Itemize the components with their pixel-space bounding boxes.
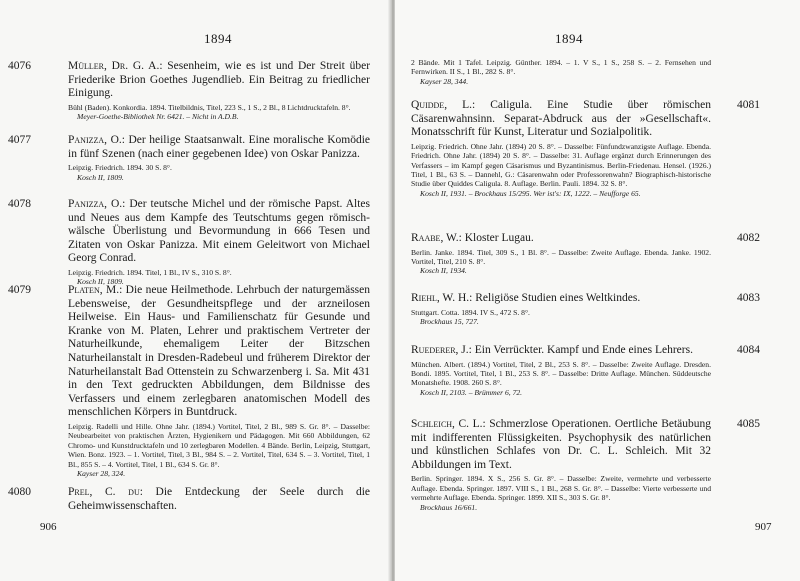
entry-number: 4084 (737, 344, 760, 356)
page-year: 1894 (555, 31, 583, 46)
entry-bibliography: Bühl (Baden). Konkordia. 1894. Titelbildnis, Titel, 223 S., 1 S., 2 Bl., 8 Lichtdrucktafeln. 8°. (68, 102, 351, 112)
entry-reference: Brockhaus 16/661. (420, 502, 478, 512)
entry-4084 (411, 344, 760, 397)
page-year: 1894 (204, 31, 232, 46)
entry-bibliography: Leipzig. Friedrich. Ohne Jahr. (1894) 20 S. 8°. – Dasselbe: Fünfundzwanzigste Auflage. Ebenda. Friedrich. Ohne Jahr. (1894) 20 S. 8°. – Dasselbe: 31. Auflage ergänzt durch Erinnerungen des Verfassers – im Kampf gegen Cäsarismus und Byzantinismus. Berlin-Friedenau. Hensel. (1926.) Titel, 1 Bl., 63 S. – Dannehl, G.: Cäsarenwahn oder Professorenwahn? Biographisch-historische Studie über Quiddes Caligula. 8. Auflage. Berlin. Pauli. 1894. 32 S. 8°. (411, 141, 711, 189)
entry-author: Raabe, W.: (411, 232, 462, 244)
entry-4083 (411, 292, 760, 326)
entry-number: 4080 (8, 486, 31, 498)
entry-title-text: Die neue Heilmethode. Lehrbuch der naturgemässen Lebensweise, der Gesundheitspflege und der arzneilosen Heilweise. Ein Haus- und Familienschatz für Gesunde und Kranke von M. Platen, Lehrer und praktischem Vertreter der Naturheilkunde, ehemaligem Leiter der Bitzschen Naturheilanstalt in Dresden-Radebeul und früherem Direktor der Naturheilanstalt Bad Ottenstein zu Schwarzenberg i. Sa. Mit 431 in den Text gedruckten Abbildungen, dem Bildnisse des Verfassers und einem zerlegbaren anatomischen Modell des menschlichen Körpers in Buntdruck. (68, 284, 370, 419)
entry-title (68, 198, 370, 266)
entry-title (411, 292, 711, 306)
entry-author: Panizza, O.: (68, 134, 125, 146)
page-number: 907 (755, 521, 772, 533)
entry-title-text: Ein Verrückter. Kampf und Ende eines Lehrers. (474, 344, 693, 356)
entry-author: Quidde, L.: (411, 99, 476, 111)
entry-reference: Kosch II, 2103. – Brümmer 6, 72. (420, 387, 523, 397)
entry-reference: Kayser 28, 344. (420, 76, 469, 86)
entry-title-text: Sesenheim, wie es ist und Der Streit über Friederike Brion Goethes Jugendlieb. Ein Beitrag zu friedlicher Einigung. (68, 60, 371, 100)
entry-author: Platen, M.: (68, 284, 123, 296)
entry-4085 (411, 418, 760, 512)
entry-4081 (411, 99, 760, 198)
entry-title (68, 60, 370, 101)
page-number: 906 (40, 521, 57, 533)
entry-title (68, 486, 370, 513)
entry-title-text: Religiöse Studien eines Weltkindes. (475, 292, 641, 304)
entry-title (68, 284, 370, 420)
entry-author: Panizza, O.: (68, 198, 126, 210)
entry-reference: Brockhaus 15, 727. (420, 317, 479, 326)
entry-bibliography: Leipzig. Radelli und Hille. Ohne Jahr. (1894.) Vortitel, Titel, 2 Bl., 989 S. Gr. 8°. – Dasselbe: Neubearbeitet von praktischen Ärzten, Hygienikern und Pädagogen. Mit 660 Abbildungen, 62 Chromo- und Kunstdrucktafeln und 10 zerlegbaren Modellen. 4 Bände. Berlin, Leipzig, Stuttgart, Wien. Bonz. 1923. – 1. Vortitel, Titel, 3 Bl., 984 S. – 2. Vortitel, Titel, 634 S. – 3. Vortitel, Titel, 1 Bl., 855 S. – 4. Vortitel, Titel, 1 Bl., 634 S. Gr. 8°. (68, 421, 370, 469)
entry-bibliography: Leipzig. Friedrich. 1894. 30 S. 8°. (68, 163, 172, 173)
entry-title-text: Kloster Lugau. (464, 232, 534, 244)
entry-4082 (411, 232, 760, 276)
entry-number: 4083 (737, 292, 760, 304)
entry-title-text: Der heilige Staatsanwalt. Eine moralische Komödie in fünf Szenen (nach einer gegebenen Idee) von Oskar Panizza. (68, 134, 370, 160)
entry-bibliography: München. Albert. (1894.) Vortitel, Titel, 2 Bl., 253 S. 8°. – Dasselbe: Zweite Auflage. Dresden. Bondi. 1895. Vortitel, Titel, 1 Bl., 253 S. 8°. – Dasselbe: Dritte Auflage. München. Süddeutsche Monatshefte. 1908. 260 S. 8°. (411, 359, 711, 388)
entry-reference: Kosch II, 1931. – Brockhaus 15/295. Wer ist's: IX, 1222. – Neufforge 65. (420, 188, 641, 198)
entry-bibliography: Berlin. Janke. 1894. Titel, 309 S., 1 Bl. 8°. – Dasselbe: Zweite Auflage. Ebenda. Janke. 1902. Vortitel, Titel, 210 S. 8°. (411, 247, 711, 266)
entry-reference: Meyer-Goethe-Bibliothek Nr. 6421. – Nicht in A.D.B. (77, 112, 239, 122)
entry-title-text: Schmerzlose Operationen. Oertliche Betäubung mit indifferenten Flüssigkeiten. Psychophysik des natürlichen und künstlichen Schlafes von Dr. C. L. Schleich. Mit 32 Abbildungen im Text. (411, 418, 712, 471)
entry-4079 (8, 284, 370, 478)
entry-number: 4081 (737, 99, 760, 111)
right-page (395, 0, 800, 581)
entry-author: Schleich, C. L.: (411, 418, 486, 430)
entry-title-text: Caligula. Eine Studie über römischen Cäsarenwahnsinn. Separat-Abdruck aus der »Gesellschaft«. Monatsschrift für Kunst, Literatur und Sozialpolitik. (411, 99, 711, 139)
entry-4080 (8, 486, 370, 513)
entry-number: 4078 (8, 198, 31, 210)
entry-reference: Kayser 28, 324. (77, 468, 126, 478)
entry-number: 4076 (8, 60, 31, 72)
entry-title (411, 232, 711, 246)
entry-author: Müller, Dr. G. A.: (68, 60, 163, 72)
entry-title (411, 344, 711, 358)
entry-number: 4085 (737, 418, 760, 430)
entry-number: 4082 (737, 232, 760, 244)
entry-continuation (411, 56, 711, 86)
left-page (0, 0, 392, 581)
entry-author: Prel, C. du: (68, 486, 143, 498)
entry-author: Riehl, W. H.: (411, 292, 473, 304)
entry-bibliography: Stuttgart. Cotta. 1894. IV S., 472 S. 8°. (411, 307, 530, 317)
entry-4076 (8, 60, 371, 122)
entry-title-text: Die Entdeckung der Seele durch die Geheimwissenschaften. (68, 486, 370, 512)
entry-number: 4079 (8, 284, 31, 296)
entry-reference: Kosch II, 1809. (77, 277, 124, 287)
entry-reference: Kosch II, 1809. (77, 172, 124, 182)
entry-author: Ruederer, J.: (411, 344, 472, 356)
entry-title (411, 99, 711, 140)
entry-4077 (8, 134, 370, 182)
entry-bibliography: Leipzig. Friedrich. 1894. Titel, 1 Bl., IV S., 310 S. 8°. (68, 267, 232, 277)
entry-number: 4077 (8, 134, 31, 146)
entry-title-text: Der teutsche Michel und der römische Papst. Altes und Neues aus dem Kampfe des Teutschtums gegen römisch-wälsche Überlistung und Bevormundung in 666 Tesen und Zitaten von Oskar Panizza. Mit einem Geleitwort von Michael Georg Conrad. (68, 198, 371, 265)
entry-bibliography: 2 Bände. Mit 1 Tafel. Leipzig. Günther. 1894. – 1. V S., 1 S., 258 S. – 2. Fernsehen und Fernwirken. II S., 1 Bl., 282 S. 8°. (411, 58, 711, 77)
entry-4078 (8, 198, 371, 287)
entry-reference: Kosch II, 1934. (420, 266, 467, 276)
entry-title (68, 134, 370, 161)
entry-bibliography: Berlin. Springer. 1894. X S., 256 S. Gr. 8°. – Dasselbe: Zweite, vermehrte und verbesserte Auflage. Ebenda. Springer. 1897. VIII S., 1 Bl., 268 S. Gr. 8°. – Dasselbe: Vierte verbesserte und vermehrte Auflage. Ebenda. Springer. 1899. XII S., 303 S. Gr. 8°. (411, 474, 711, 503)
entry-title (411, 418, 711, 472)
